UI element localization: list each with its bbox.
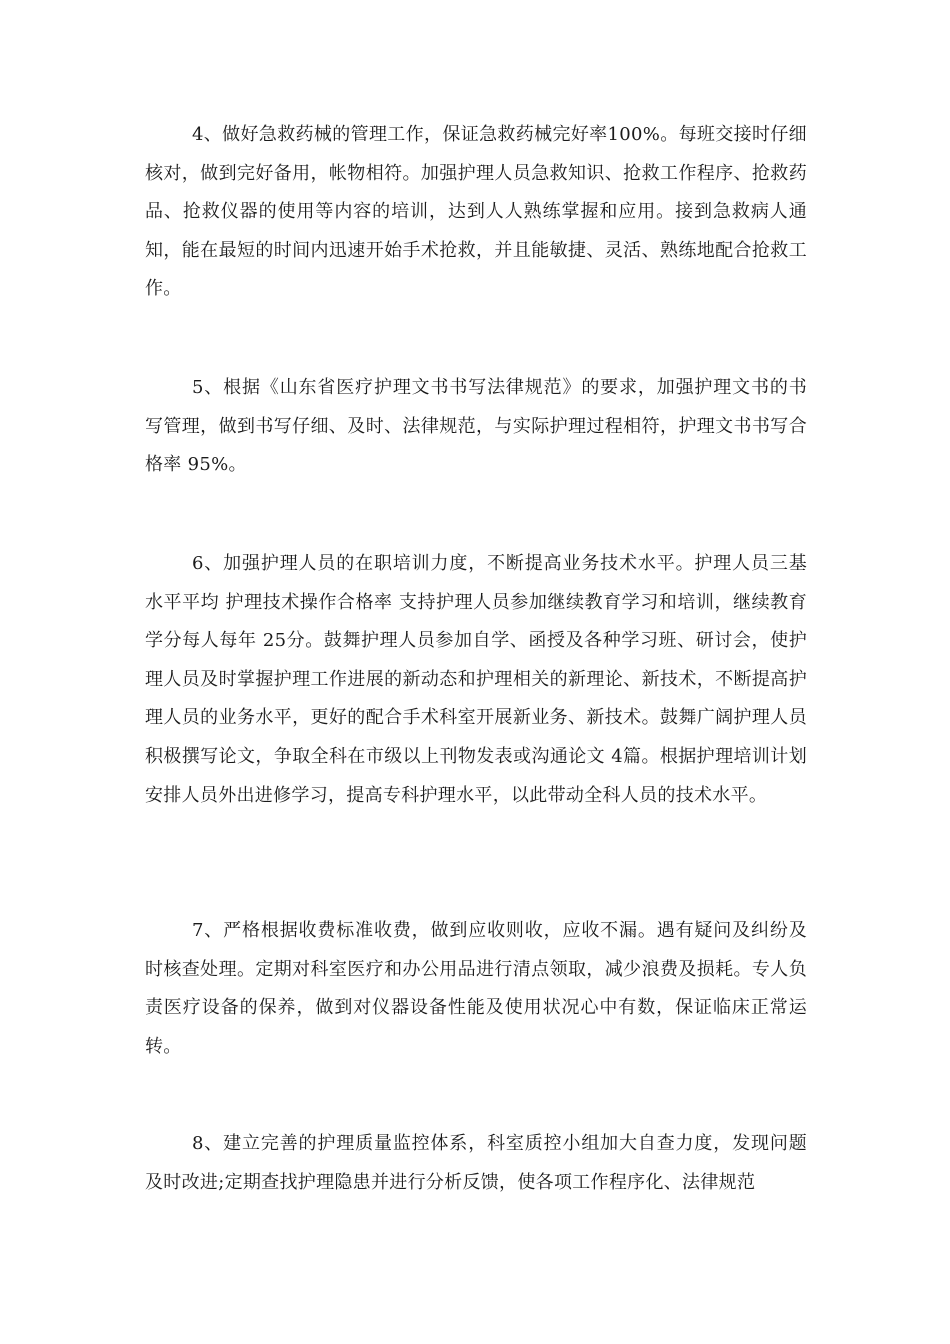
paragraph-item-4: 4、做好急救药械的管理工作，保证急救药械完好率100%。每班交接时仔细核对，做到完好备用，帐物相符。加强护理人员急救知识、抢救工作程序、抢救药品、抢救仪器的使用等内容的培训，达到人人熟练掌握和应用。接到急救病人通知，能在最短的时间内迅速开始手术抢救，并且能敏捷、灵活、熟练地配合抢救工作。	[145, 124, 807, 300]
paragraph-item-5: 5、根据《山东省医疗护理文书书写法律规范》的要求，加强护理文书的书写管理，做到书写仔细、及时、法律规范，与实际护理过程相符，护理文书书写合格率 95%。	[145, 377, 807, 476]
paragraph-item-8: 8、建立完善的护理质量监控体系，科室质控小组加大自查力度，发现问题及时改进;定期查找护理隐患并进行分析反馈，使各项工作程序化、法律规范	[145, 1133, 807, 1193]
paragraph-item-6: 6、加强护理人员的在职培训力度，不断提高业务技术水平。护理人员三基水平平均 护理技术操作合格率 支持护理人员参加继续教育学习和培训，继续教育学分每人每年 25分。鼓舞护理人员参加自学、函授及各种学习班、研讨会，使护理人员及时掌握护理工作进展的新动态和护理相关的新理论、新技术，不断提高护理人员的业务水平，更好的配合手术科室开展新业务、新技术。鼓舞广阔护理人员积极撰写论文，争取全科在市级以上刊物发表或沟通论文 4篇。根据护理培训计划安排人员外出进修学习，提高专科护理水平，以此带动全科人员的技术水平。	[145, 553, 807, 806]
paragraph-item-7: 7、严格根据收费标准收费，做到应收则收，应收不漏。遇有疑问及纠纷及时核查处理。定期对科室医疗和办公用品进行清点领取，减少浪费及损耗。专人负责医疗设备的保养，做到对仪器设备性能及使用状况心中有数，保证临床正常运转。	[145, 920, 807, 1057]
